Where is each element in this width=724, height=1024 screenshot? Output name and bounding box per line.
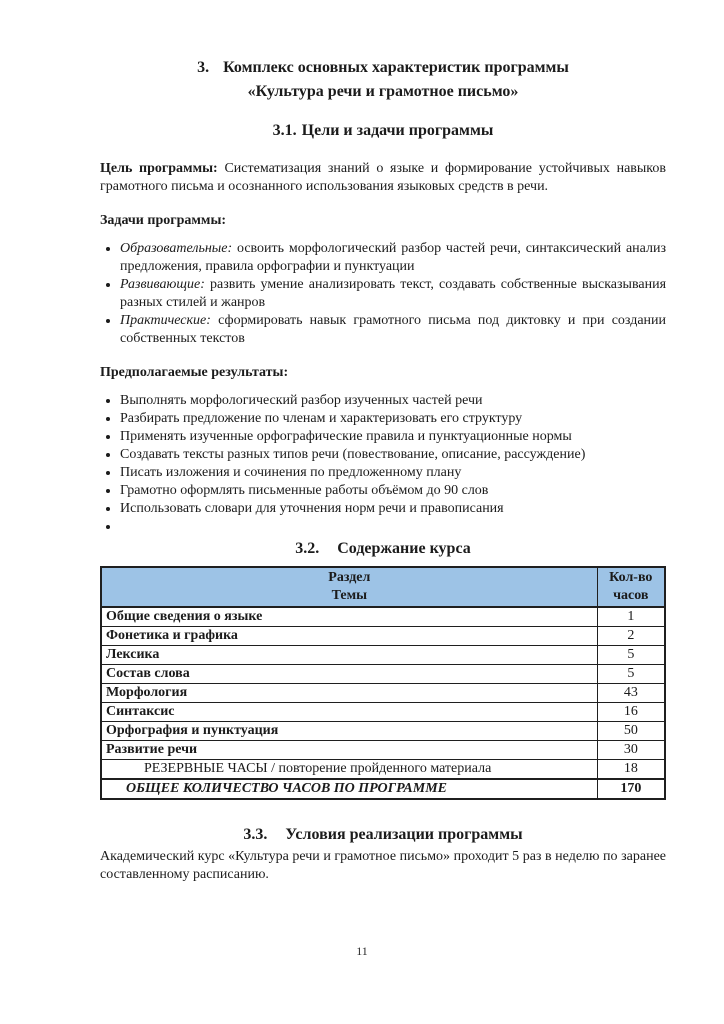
table-header-row <box>101 567 665 607</box>
result-item: • Писать изложения и сочинения по предложенному плану <box>120 464 666 482</box>
task-text: освоить морфологический разбор частей речи, синтаксический анализ предложения, правила орфографии и пунктуации <box>120 241 667 274</box>
title-line2: «Культура речи и грамотное письмо» <box>247 83 519 100</box>
table-row <box>101 722 665 741</box>
table-row <box>101 646 665 665</box>
row-hours: 30 <box>597 741 665 760</box>
result-item: • Применять изученные орфографические правила и пунктуационные нормы <box>120 428 666 446</box>
result-item: • Создавать тексты разных типов речи (повествование, описание, рассуждение) <box>120 446 666 464</box>
row-hours: 50 <box>597 722 665 741</box>
row-label: Синтаксис <box>101 703 597 722</box>
tasks-label: Задачи программы: <box>100 213 227 228</box>
header-col2-line1: Кол-во <box>609 570 653 585</box>
table-header-hours <box>597 567 665 607</box>
result-item: • Выполнять морфологический разбор изученных частей речи <box>120 392 666 410</box>
header-col1-line1: Раздел <box>328 570 371 585</box>
result-item: • Грамотно оформлять письменные работы объёмом до 90 слов <box>120 482 666 500</box>
row-hours: 16 <box>597 703 665 722</box>
row-hours: 5 <box>597 665 665 684</box>
row-label: Морфология <box>101 684 597 703</box>
goal-label: Цель программы: <box>100 161 218 176</box>
section-heading-3-3 <box>100 824 666 846</box>
row-hours: 5 <box>597 646 665 665</box>
conditions-paragraph: Академический курс «Культура речи и грамотное письмо» проходит 5 раз в неделю по заранее составленному расписанию. <box>100 849 666 882</box>
task-item <box>120 276 666 312</box>
row-hours: 18 <box>597 760 665 780</box>
table-row <box>101 741 665 760</box>
section-3-2-label: Содержание курса <box>337 540 471 557</box>
task-lead: Практические: <box>120 313 211 328</box>
table-row-reserve <box>101 760 665 780</box>
table-header-section <box>101 567 597 607</box>
task-lead: Развивающие: <box>120 277 205 292</box>
table-row-total <box>101 779 665 799</box>
results-list <box>100 392 666 536</box>
row-hours: 2 <box>597 627 665 646</box>
result-item: • Разбирать предложение по членам и характеризовать его структуру <box>120 410 666 428</box>
row-hours: 1 <box>597 607 665 627</box>
table-row <box>101 627 665 646</box>
table-row <box>101 703 665 722</box>
section-3-1-number: 3.1. <box>272 122 297 139</box>
task-lead: Образовательные: <box>120 241 233 256</box>
results-label: Предполагаемые результаты: <box>100 365 289 380</box>
row-label: Состав слова <box>101 665 597 684</box>
row-label: Общие сведения о языке <box>101 607 597 627</box>
task-item <box>120 240 666 276</box>
row-label: Орфография и пунктуация <box>101 722 597 741</box>
row-label: Фонетика и графика <box>101 627 597 646</box>
section-3-1-label: Цели и задачи программы <box>301 122 494 139</box>
task-item <box>120 312 666 348</box>
row-label: Лексика <box>101 646 597 665</box>
section-3-2-number: 3.2. <box>295 540 320 557</box>
goal-paragraph <box>100 160 666 196</box>
table-row <box>101 665 665 684</box>
course-content-table <box>100 566 666 800</box>
task-text: развить умение анализировать текст, создавать собственные высказывания разных стилей и жанров <box>120 277 667 310</box>
row-label: РЕЗЕРВНЫЕ ЧАСЫ / повторение пройденного материала <box>101 760 597 780</box>
row-hours: 43 <box>597 684 665 703</box>
result-item-empty <box>120 518 666 536</box>
header-col2-line2: часов <box>613 588 649 603</box>
tasks-list <box>100 240 666 348</box>
section-heading-3-2 <box>100 538 666 560</box>
row-label: Развитие речи <box>101 741 597 760</box>
goal-text: Систематизация знаний о языке и формирование устойчивых навыков грамотного письма и осознанного использования языковых средств в речи. <box>100 161 667 194</box>
document-title <box>100 56 666 104</box>
section-heading-3-1 <box>100 120 666 142</box>
header-col1-line2: Темы <box>331 588 368 603</box>
title-line1: Комплекс основных характеристик программы <box>223 59 569 76</box>
section-3-3-number: 3.3. <box>243 826 268 843</box>
table-row <box>101 684 665 703</box>
title-number: 3. <box>197 59 210 76</box>
table-row <box>101 607 665 627</box>
result-item: • Использовать словари для уточнения норм речи и правописания <box>120 500 666 518</box>
row-label: ОБЩЕЕ КОЛИЧЕСТВО ЧАСОВ ПО ПРОГРАММЕ <box>101 779 597 799</box>
section-3-3-label: Условия реализации программы <box>285 826 523 843</box>
task-text: сформировать навык грамотного письма под диктовку и при создании собственных текстов <box>120 313 667 346</box>
row-hours: 170 <box>597 779 665 799</box>
page-number: 11 <box>356 944 368 958</box>
